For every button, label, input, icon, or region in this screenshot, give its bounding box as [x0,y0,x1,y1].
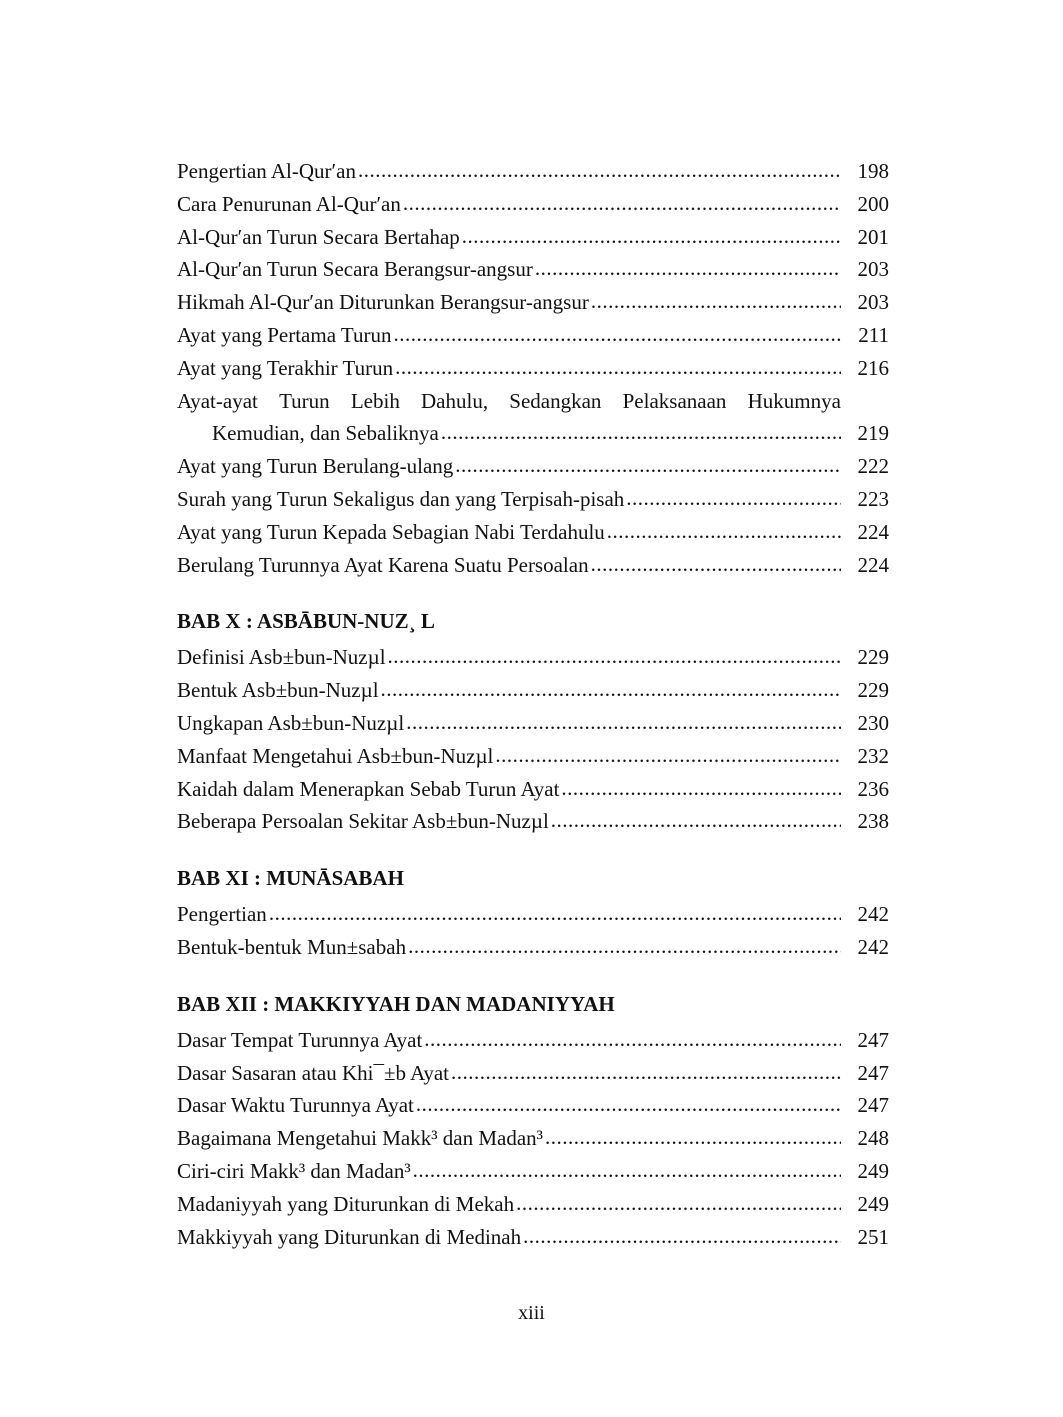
dot-leader [551,804,841,837]
toc-entry-title: Ayat yang Terakhir Turun [177,355,394,380]
toc-entry [177,319,889,352]
toc-entry [177,740,889,773]
dot-leader [358,154,841,187]
toc-entry-title: Hikmah Al-Qur′an Diturunkan Berangsur-angsur [177,290,589,315]
toc-entry-title: Ayat yang Turun Berulang-ulang [177,454,454,479]
toc-entry-page: 200 [857,191,889,216]
toc-entry-page: 247 [857,1093,889,1118]
dot-leader [455,449,841,482]
title-word: Pelaksanaan [622,388,727,413]
toc-entry-title: Definisi Asb±bun-Nuzµl [177,645,386,670]
toc-entry-page: 222 [857,454,889,479]
toc-entry [177,1057,889,1090]
toc-entry-page: 249 [857,1158,889,1183]
toc-entry-page: 249 [857,1191,889,1216]
toc-entry-page: 242 [857,902,889,927]
toc-entry-title-line2 [177,417,889,450]
toc-section-intro [177,155,889,581]
dot-leader [545,1121,841,1154]
chapter-heading: BAB XII : MAKKIYYAH DAN MADANIYYAH [177,991,615,1016]
title-word: Ayat-ayat [177,388,258,413]
toc-entry-title: Pengertian [177,902,267,927]
toc-section-bab-x [177,605,889,838]
toc-entry [177,1122,889,1155]
toc-entry [177,641,889,674]
toc-entry-page: 229 [857,678,889,703]
dot-leader [424,1023,841,1056]
toc-entry [177,286,889,319]
dot-leader [535,252,841,285]
title-word: Lebih [350,388,400,413]
toc-entry [177,450,889,483]
toc-entry-title: Berulang Turunnya Ayat Karena Suatu Persoalan [177,552,589,577]
toc-entry [177,221,889,254]
toc-entry-title: Kemudian, dan Sebaliknya [212,421,439,446]
toc-entry-title: Surah yang Turun Sekaligus dan yang Terpisah-pisah [177,486,625,511]
toc-entry [177,707,889,740]
dot-leader [406,706,841,739]
toc-entry [177,1024,889,1057]
toc-entry-title-line1 [177,385,841,418]
toc-entry-page: 236 [857,776,889,801]
title-word: Dahulu, [421,388,489,413]
dot-leader [393,318,841,351]
toc-entry [177,805,889,838]
toc-entry-page: 219 [857,421,889,446]
toc-entry-title: Beberapa Persoalan Sekitar Asb±bun-Nuzµl [177,809,549,834]
dot-leader [388,640,841,673]
toc-entry [177,352,889,385]
toc-entry-page: 232 [857,743,889,768]
toc-entry-title: Ayat yang Turun Kepada Sebagian Nabi Terdahulu [177,519,605,544]
toc-entry [177,483,889,516]
dot-leader [381,673,841,706]
dot-leader [607,515,841,548]
toc-entry-page: 211 [858,322,889,347]
toc-entry-title: Al-Qur′an Turun Secara Bertahap [177,224,460,249]
dot-leader [395,351,841,384]
dot-leader [451,1056,841,1089]
toc-section-bab-xii [177,988,889,1254]
toc-entry-title: Dasar Waktu Turunnya Ayat [177,1093,414,1118]
toc-entry-page: 251 [857,1224,889,1249]
toc-entry [177,1089,889,1122]
toc-entry [177,155,889,188]
dot-leader [416,1088,841,1121]
toc-entry-page: 223 [857,486,889,511]
toc-entry-title: Bentuk Asb±bun-Nuzµl [177,678,379,703]
dot-leader [441,416,841,449]
title-word: Turun [279,388,330,413]
toc-entry-page: 216 [857,355,889,380]
toc-entry-page: 247 [857,1060,889,1085]
toc-entry [177,1188,889,1221]
dot-leader [413,1154,841,1187]
dot-leader [626,482,841,515]
page-number-footer: xiii [518,1302,545,1324]
table-of-contents [177,155,889,1253]
toc-entry-page: 203 [857,290,889,315]
toc-entry-title: Ayat yang Pertama Turun [177,322,392,347]
toc-entry [177,549,889,582]
dot-leader [462,220,841,253]
toc-entry-page: 224 [857,519,889,544]
toc-entry-page: 242 [857,934,889,959]
title-word: Sedangkan [509,388,602,413]
chapter-heading: BAB XI : MUNĀSABAH [177,866,404,891]
toc-entry-page: 238 [857,809,889,834]
toc-entry-title: Dasar Sasaran atau Khi¯±b Ayat [177,1060,450,1085]
toc-section-bab-xi [177,862,889,964]
toc-entry-title: Ungkapan Asb±bun-Nuzµl [177,710,405,735]
toc-entry-page: 248 [857,1126,889,1151]
toc-entry-title: Al-Qur′an Turun Secara Berangsur-angsur [177,257,533,282]
toc-entry-page: 230 [857,710,889,735]
title-word: Hukumnya [747,388,841,413]
chapter-heading: BAB X : ASBĀBUN-NUZ¸ L [177,609,435,634]
toc-entry [177,674,889,707]
toc-entry-multiline [177,385,889,451]
toc-entry-title: Manfaat Mengetahui Asb±bun-Nuzµl [177,743,494,768]
toc-entry-title: Madaniyyah yang Diturunkan di Mekah [177,1191,515,1216]
dot-leader [523,1220,841,1253]
dot-leader [591,285,841,318]
toc-entry-page: 203 [857,257,889,282]
toc-entry-title: Cara Penurunan Al-Qur′an [177,191,401,216]
toc-entry [177,1221,889,1254]
dot-leader [561,772,841,805]
dot-leader [591,548,841,581]
toc-entry-page: 229 [857,645,889,670]
toc-entry [177,253,889,286]
toc-entry-title: Ciri-ciri Makk³ dan Madan³ [177,1158,411,1183]
toc-entry-page: 201 [857,224,889,249]
toc-entry [177,898,889,931]
dot-leader [495,739,841,772]
toc-entry [177,931,889,964]
toc-entry [177,1155,889,1188]
toc-entry-title: Makkiyyah yang Diturunkan di Medinah [177,1224,522,1249]
toc-entry [177,516,889,549]
dot-leader [516,1187,841,1220]
toc-entry [177,188,889,221]
toc-entry-title: Pengertian Al-Qur′an [177,159,356,183]
dot-leader [403,187,841,220]
toc-entry-title: Bentuk-bentuk Mun±sabah [177,934,407,959]
toc-entry-title: Dasar Tempat Turunnya Ayat [177,1027,423,1052]
toc-entry-title: Bagaimana Mengetahui Makk³ dan Madan³ [177,1126,543,1151]
toc-entry-page: 198 [857,159,889,183]
toc-entry-page: 224 [857,552,889,577]
toc-entry-title: Kaidah dalam Menerapkan Sebab Turun Ayat [177,776,560,801]
dot-leader [269,897,841,930]
toc-entry-page: 247 [857,1027,889,1052]
dot-leader [408,930,841,963]
toc-entry [177,773,889,806]
